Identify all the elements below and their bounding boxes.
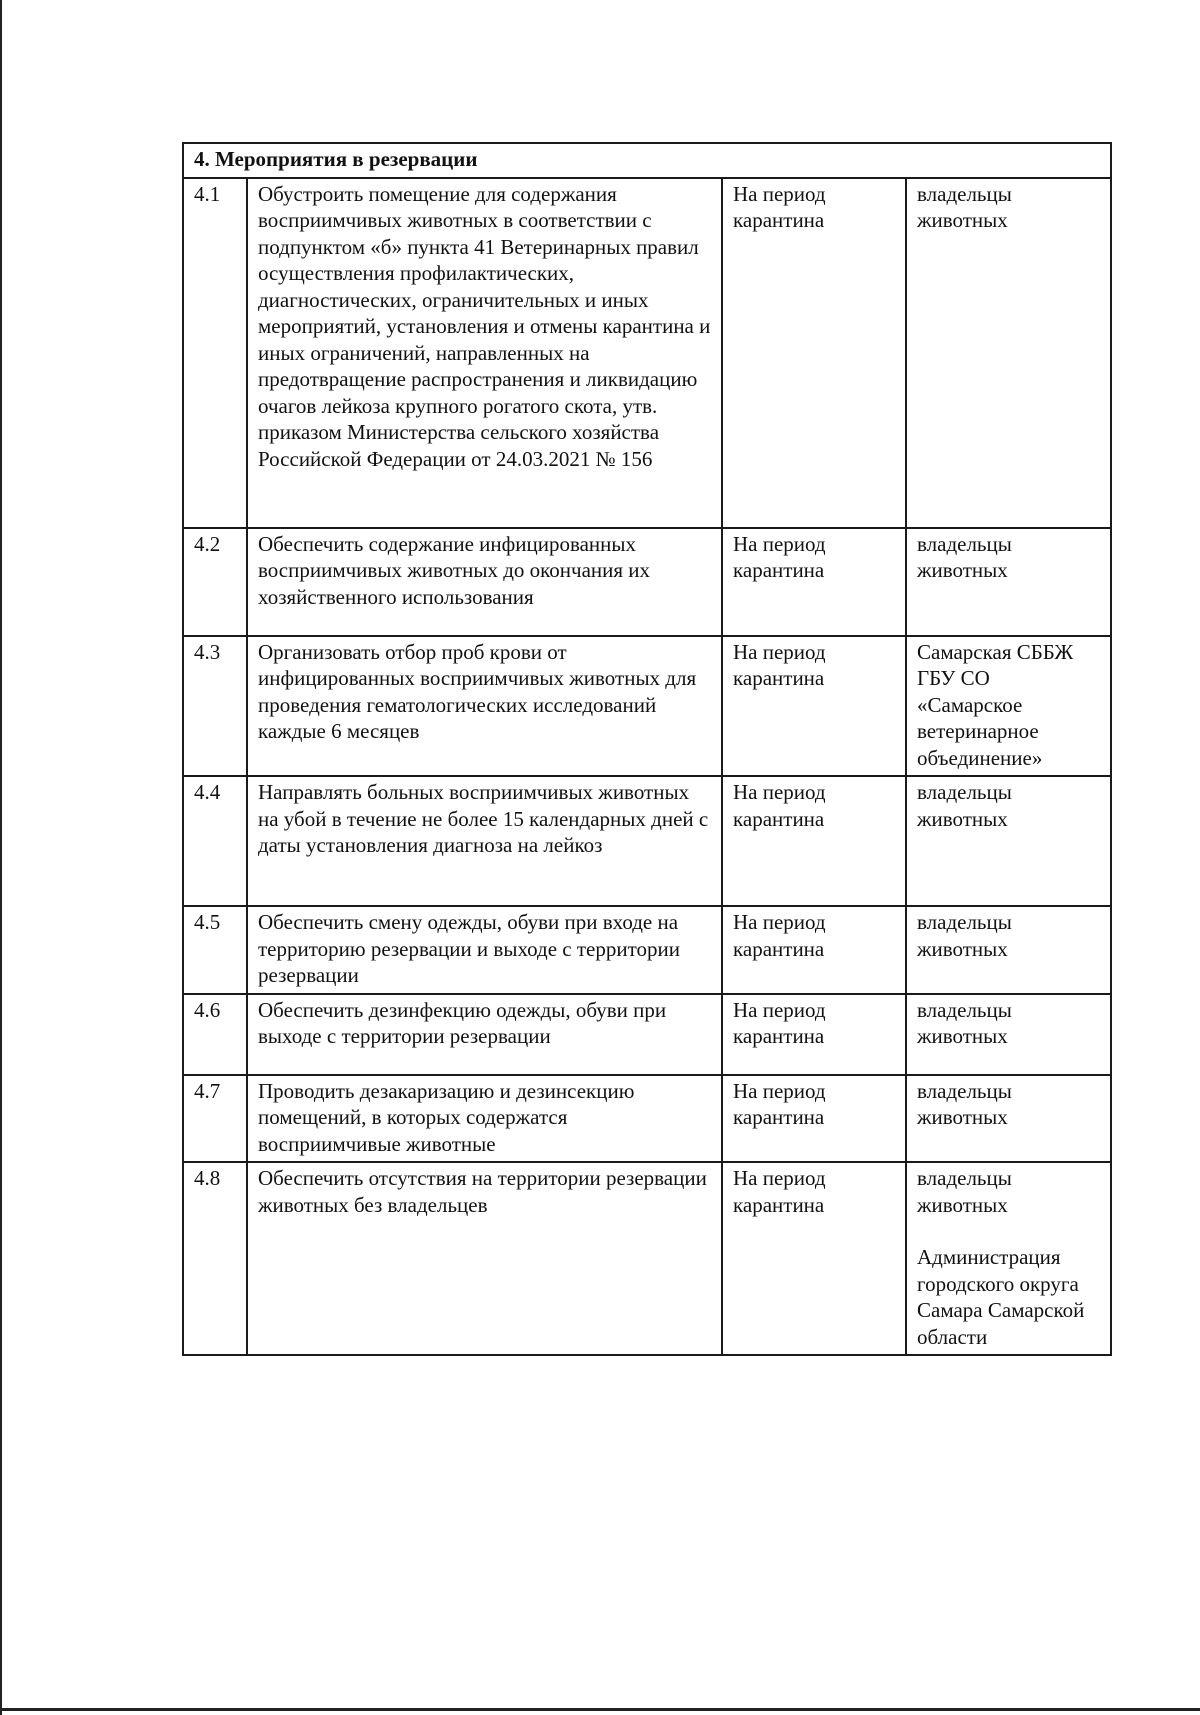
responsible-text: владельцы животных: [906, 776, 1111, 906]
responsible-text: владельцы животных: [917, 1166, 1012, 1217]
responsible-text: Самарская СББЖ ГБУ СО «Самарское ветеринарное объединение»: [906, 636, 1111, 777]
table-row: [183, 776, 1111, 906]
period-text: На период карантина: [722, 528, 906, 636]
measures-table: [182, 142, 1112, 1356]
measure-text: Проводить дезакаризацию и дезинсекцию помещений, в которых содержатся восприимчивые животные: [247, 1075, 722, 1163]
measure-text: Обеспечить дезинфекцию одежды, обуви при выходе с территории резервации: [247, 994, 722, 1075]
table-row: [183, 1162, 1111, 1355]
period-text: На период карантина: [722, 1162, 906, 1355]
row-number: 4.1: [183, 178, 247, 528]
responsible-text: владельцы животных: [906, 1075, 1111, 1163]
measure-text: Обеспечить смену одежды, обуви при входе на территорию резервации и выходе с территории резервации: [247, 906, 722, 994]
table-row: [183, 528, 1111, 636]
period-text: На период карантина: [722, 636, 906, 777]
period-text: На период карантина: [722, 906, 906, 994]
row-number: 4.7: [183, 1075, 247, 1163]
measure-text: Направлять больных восприимчивых животных на убой в течение не более 15 календарных дней с даты установления диагноза на лейкоз: [247, 776, 722, 906]
scan-bottom-edge: [0, 1708, 1200, 1711]
section-header-row: [183, 143, 1111, 178]
table-row: [183, 994, 1111, 1075]
responsible-administration-text: Администрация городского округа Самара Самарской области: [917, 1245, 1085, 1349]
table-row: [183, 178, 1111, 528]
row-number: 4.2: [183, 528, 247, 636]
measure-text: Обустроить помещение для содержания восприимчивых животных в соответствии с подпунктом «б» пункта 41 Ветеринарных правил осуществления профилактических, диагностических, ограничительных и иных мероприятий, установления и отмены карантина и иных ограничений, направленных на предотвращение распространения и ликвидацию очагов лейкоза крупного рогатого скота, утв. приказом Министерства сельского хозяйства Российской Федерации от 24.03.2021 № 156: [247, 178, 722, 528]
responsible-text: владельцы животных: [906, 906, 1111, 994]
period-text: На период карантина: [722, 178, 906, 528]
responsible-cell: [906, 1162, 1111, 1355]
section-title: 4. Мероприятия в резервации: [183, 143, 1111, 178]
measure-text: Обеспечить содержание инфицированных восприимчивых животных до окончания их хозяйственного использования: [247, 528, 722, 636]
period-text: На период карантина: [722, 994, 906, 1075]
responsible-text: владельцы животных: [906, 528, 1111, 636]
responsible-text: владельцы животных: [906, 994, 1111, 1075]
row-number: 4.8: [183, 1162, 247, 1355]
scan-left-edge: [0, 0, 2, 1715]
row-number: 4.6: [183, 994, 247, 1075]
table-row: [183, 906, 1111, 994]
table-row: [183, 636, 1111, 777]
row-number: 4.3: [183, 636, 247, 777]
responsible-text: владельцы животных: [906, 178, 1111, 528]
measure-text: Обеспечить отсутствия на территории резервации животных без владельцев: [247, 1162, 722, 1355]
table-row: [183, 1075, 1111, 1163]
measure-text: Организовать отбор проб крови от инфицированных восприимчивых животных для проведения гематологических исследований каждые 6 месяцев: [247, 636, 722, 777]
period-text: На период карантина: [722, 776, 906, 906]
row-number: 4.4: [183, 776, 247, 906]
row-number: 4.5: [183, 906, 247, 994]
period-text: На период карантина: [722, 1075, 906, 1163]
